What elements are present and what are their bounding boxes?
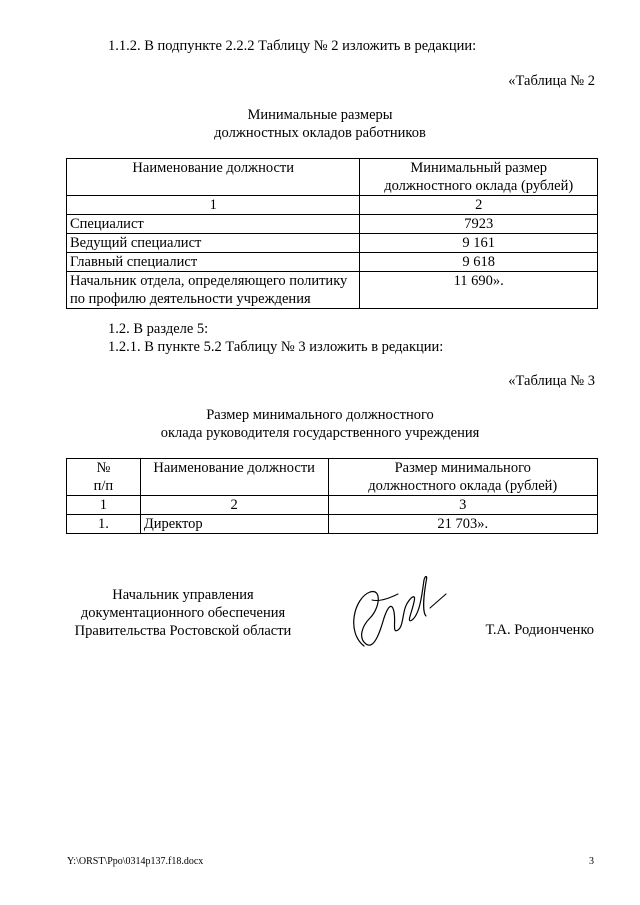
table-row [67,215,598,234]
table3-header-salary: Размер минимального должностного оклада (рублей) [328,459,597,496]
signatory-name: Т.А. Родионченко [485,622,594,638]
table3-numbering-row [67,496,598,515]
table-row [67,515,598,534]
table-row [67,253,598,272]
position-name: Директор [140,515,328,534]
salary-value: 21 703». [328,515,597,534]
salary-value: 11 690». [360,272,598,309]
signatory-title: Начальник управления документационного обеспечения Правительства Ростовской области [74,587,292,639]
footer-file-path: Y:\ORST\Ppo\0314p137.f18.docx [67,856,204,867]
table3-num-2: 2 [140,496,328,515]
table3-title-line2: оклада руководителя государственного учреждения [160,425,480,441]
table2-header-salary: Минимальный размер должностного оклада (рублей) [360,159,598,196]
table3-label: «Таблица № 3 [508,373,595,389]
paragraph-1-2-1: 1.2.1. В пункте 5.2 Таблицу № 3 изложить в редакции: [108,339,444,355]
handwritten-signature [336,572,456,662]
table2-num-2: 2 [360,196,598,215]
position-name: Главный специалист [67,253,360,272]
paragraph-1-1-2: 1.1.2. В подпункте 2.2.2 Таблицу № 2 изложить в редакции: [108,38,477,54]
table3-num-1: 1 [67,496,141,515]
table2 [66,158,598,309]
paragraph-1-2: 1.2. В разделе 5: [108,321,209,337]
table3-num-3: 3 [328,496,597,515]
table2-num-1: 1 [67,196,360,215]
table3-header-name: Наименование должности [140,459,328,496]
table3-header-num: № п/п [67,459,141,496]
table-row [67,272,598,309]
row-number: 1. [67,515,141,534]
table2-header-row [67,159,598,196]
position-name: Специалист [67,215,360,234]
position-name: Ведущий специалист [67,234,360,253]
table2-label: «Таблица № 2 [508,73,595,89]
page-number: 3 [589,856,594,867]
position-name: Начальник отдела, определяющего политику по профилю деятельности учреждения [67,272,360,309]
table3 [66,458,598,534]
table2-title-line1: Минимальные размеры [247,107,393,123]
table2-title-line2: должностных окладов работников [214,125,426,141]
table3-header-row [67,459,598,496]
table2-numbering-row [67,196,598,215]
table-row [67,234,598,253]
table3-title-line1: Размер минимального должностного [206,407,434,423]
salary-value: 7923 [360,215,598,234]
salary-value: 9 161 [360,234,598,253]
table2-header-name: Наименование должности [67,159,360,196]
salary-value: 9 618 [360,253,598,272]
